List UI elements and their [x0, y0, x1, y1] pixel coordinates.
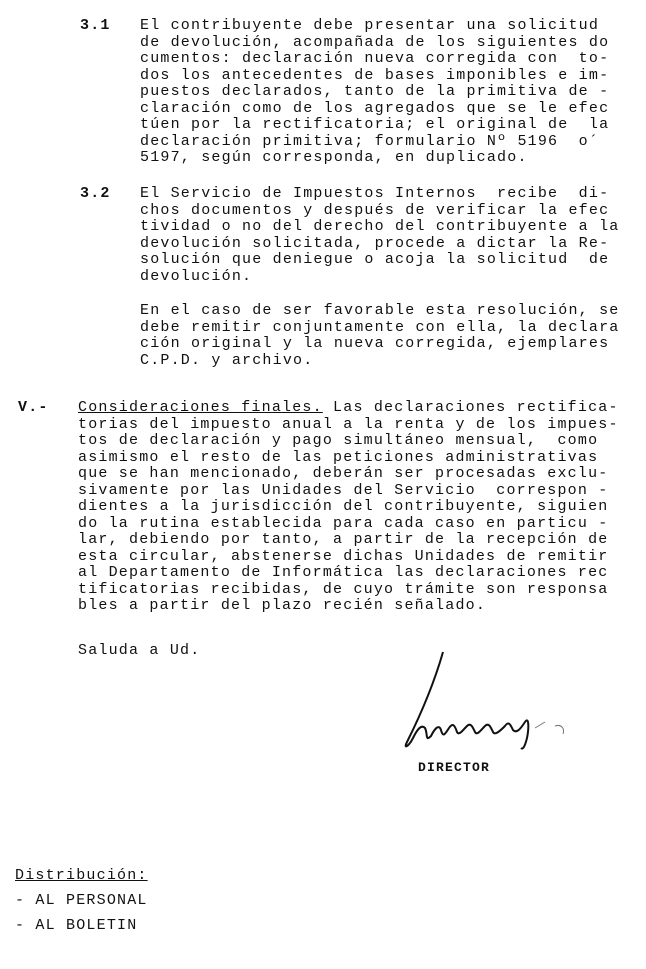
text-line: dos los antecedentes de bases imponibles e im- — [140, 66, 610, 84]
section-v-first-line: Las declaraciones rectifica- — [322, 399, 619, 416]
distribution-heading-text: Distribución: — [15, 867, 148, 884]
section-number-v: V.- — [18, 399, 49, 416]
section-v-heading: Consideraciones finales. — [78, 399, 323, 416]
section-3-1-text — [140, 18, 609, 167]
section-3-2-text — [140, 186, 619, 285]
text-line: En el caso de ser favorable esta resolución, se — [140, 302, 620, 319]
signature-title: DIRECTOR — [418, 760, 491, 775]
text-line: C.P.D. y archivo. — [140, 351, 314, 369]
text-line: tos de declaración y pago simultáneo mensual, como — [78, 432, 599, 449]
text-line: asimismo el resto de las peticiones administrativas — [78, 448, 599, 466]
text-line: lar, debiendo por tanto, a partir de la recepción de — [78, 531, 609, 548]
text-line: torias del impuesto anual a la renta y de los impues- — [78, 415, 619, 433]
text-line: cumentos: declaración nueva corregida con to- — [140, 50, 610, 67]
text-line: claración como de los agregados que se le efec — [140, 99, 610, 117]
text-line: tificatorias recibidas, de cuyo trámite son responsa — [78, 580, 609, 598]
text-line: sivamente por las Unidades del Servicio correspon - — [78, 481, 609, 499]
text-line: que se han mencionado, deberán ser procesadas exclu- — [78, 465, 609, 482]
text-line: tividad o no del derecho del contribuyente a la — [140, 218, 620, 235]
section-3-2-paragraph-2 — [140, 303, 619, 369]
text-line: chos documentos y después de verificar la efec — [140, 201, 610, 219]
text-line: túen por la rectificatoria; el original de la — [140, 116, 610, 133]
closing-greeting: Saluda a Ud. — [78, 642, 201, 659]
section-number-3-2: 3.2 — [80, 185, 111, 202]
text-line: dientes a la jurisdicción del contribuyente, siguien — [78, 498, 609, 515]
section-number-3-1: 3.1 — [80, 17, 111, 34]
distribution-item: - AL PERSONAL — [15, 892, 148, 909]
distribution-heading — [15, 868, 148, 885]
distribution-item: - AL BOLETIN — [15, 917, 138, 934]
text-line: debe remitir conjuntamente con ella, la declara — [140, 318, 620, 336]
text-line: devolución. — [140, 267, 253, 285]
section-v-text — [78, 400, 619, 615]
signature-image — [395, 650, 585, 755]
text-line: puestos declarados, tanto de la primitiva de - — [140, 83, 610, 100]
text-line: El Servicio de Impuestos Internos recibe di- — [140, 185, 610, 202]
text-line: declaración primitiva; formulario Nº 5196 o´ — [140, 132, 600, 150]
text-line: ción original y la nueva corregida, ejemplares — [140, 335, 610, 352]
text-line: de devolución, acompañada de los siguientes do — [140, 33, 610, 51]
text-line: bles a partir del plazo recién señalado. — [78, 597, 487, 614]
text-line: al Departamento de Informática las declaraciones rec — [78, 564, 609, 581]
text-line: do la rutina establecida para cada caso en particu - — [78, 514, 609, 532]
text-line: esta circular, abstenerse dichas Unidades de remitir — [78, 547, 609, 565]
text-line: El contribuyente debe presentar una solicitud — [140, 17, 600, 34]
text-line: solución que deniegue o acoja la solicitud de — [140, 251, 610, 268]
text-line: devolución solicitada, procede a dictar la Re- — [140, 234, 610, 252]
text-line: 5197, según corresponda, en duplicado. — [140, 149, 528, 166]
